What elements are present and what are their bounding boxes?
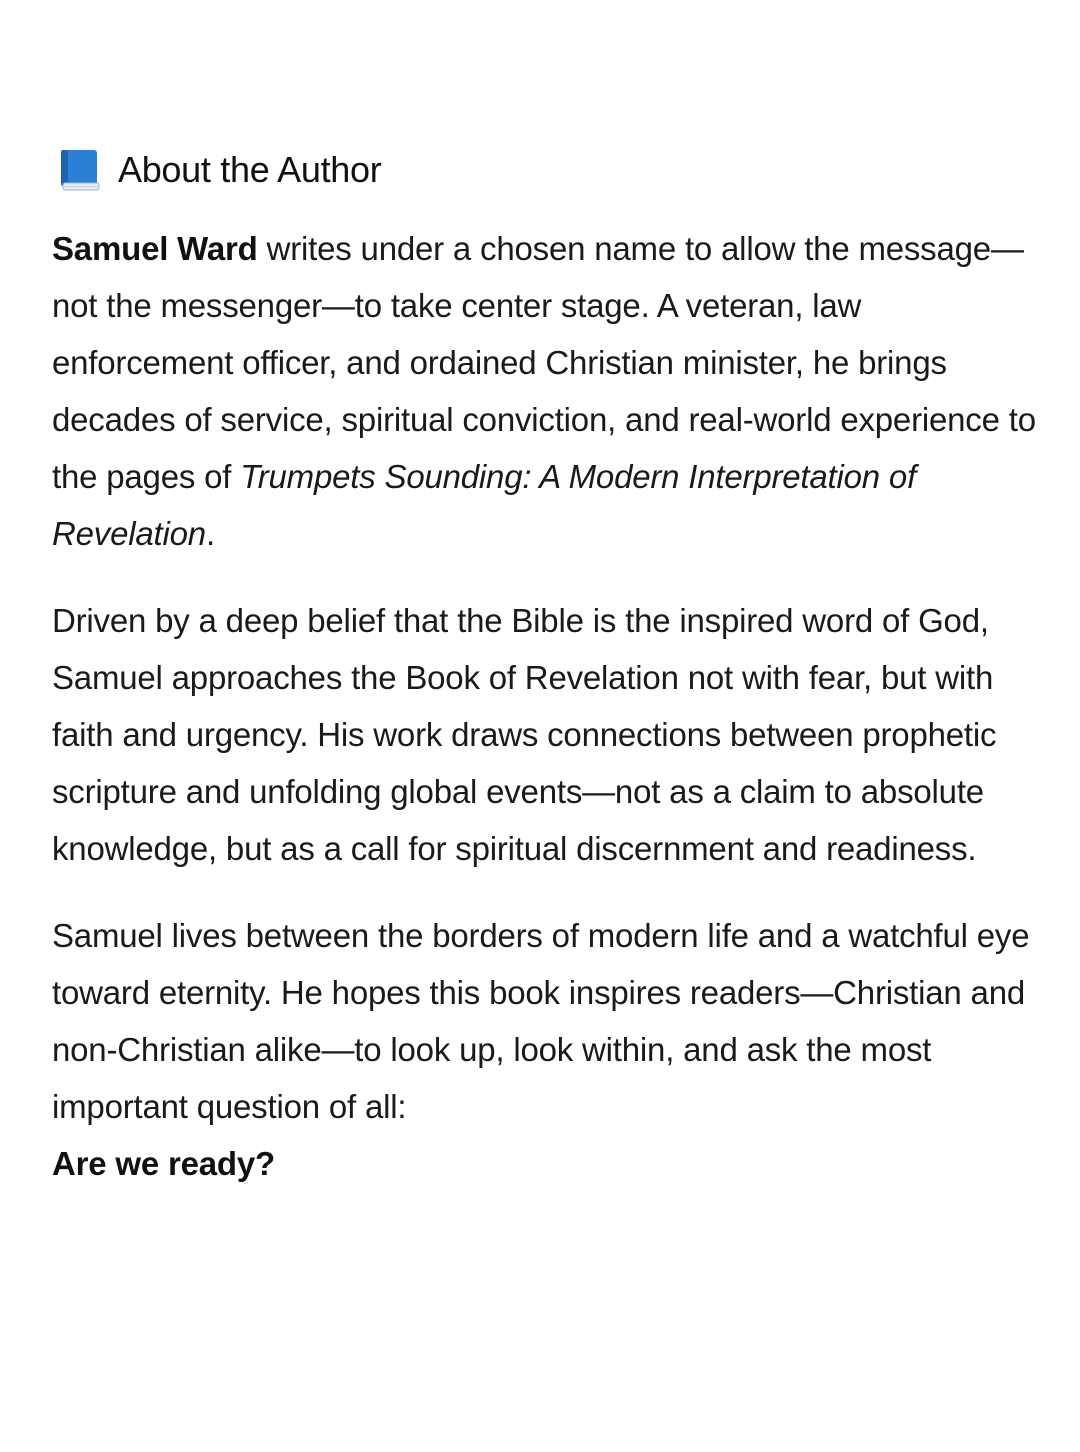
about-author-page [52, 140, 1042, 1222]
bio-text-3: Samuel lives between the borders of modern life and a watchful eye toward eternity. He hopes this book inspires readers—Christian and non-Christian alike—to look up, look within, and ask the most important question of all: [52, 917, 1030, 1125]
bio-paragraph-1 [52, 220, 1042, 562]
book-title: Trumpets Sounding: A Modern Interpretation of Revelation [52, 458, 917, 552]
author-name: Samuel Ward [52, 230, 258, 267]
blue-book-icon [60, 149, 100, 191]
bio-paragraph-2: Driven by a deep belief that the Bible is the inspired word of God, Samuel approaches the Book of Revelation not with fear, but with faith and urgency. His work draws connections between prophetic scripture and unfolding global events—not as a claim to absolute knowledge, but as a call for spiritual discernment and readiness. [52, 602, 997, 867]
page-title: About the Author [118, 149, 382, 190]
closing-question: Are we ready? [52, 1145, 276, 1182]
bio-paragraph-3 [52, 907, 1042, 1192]
bio-text-1b: . [205, 515, 215, 552]
bio-text-1a: writes under a chosen name to allow the message—not the messenger—to take center stage. A veteran, law enforcement officer, and ordained Christian minister, he brings decades of service, spiritual conviction, and real-world experience to the pages of [52, 230, 1036, 495]
section-heading [52, 140, 1042, 200]
